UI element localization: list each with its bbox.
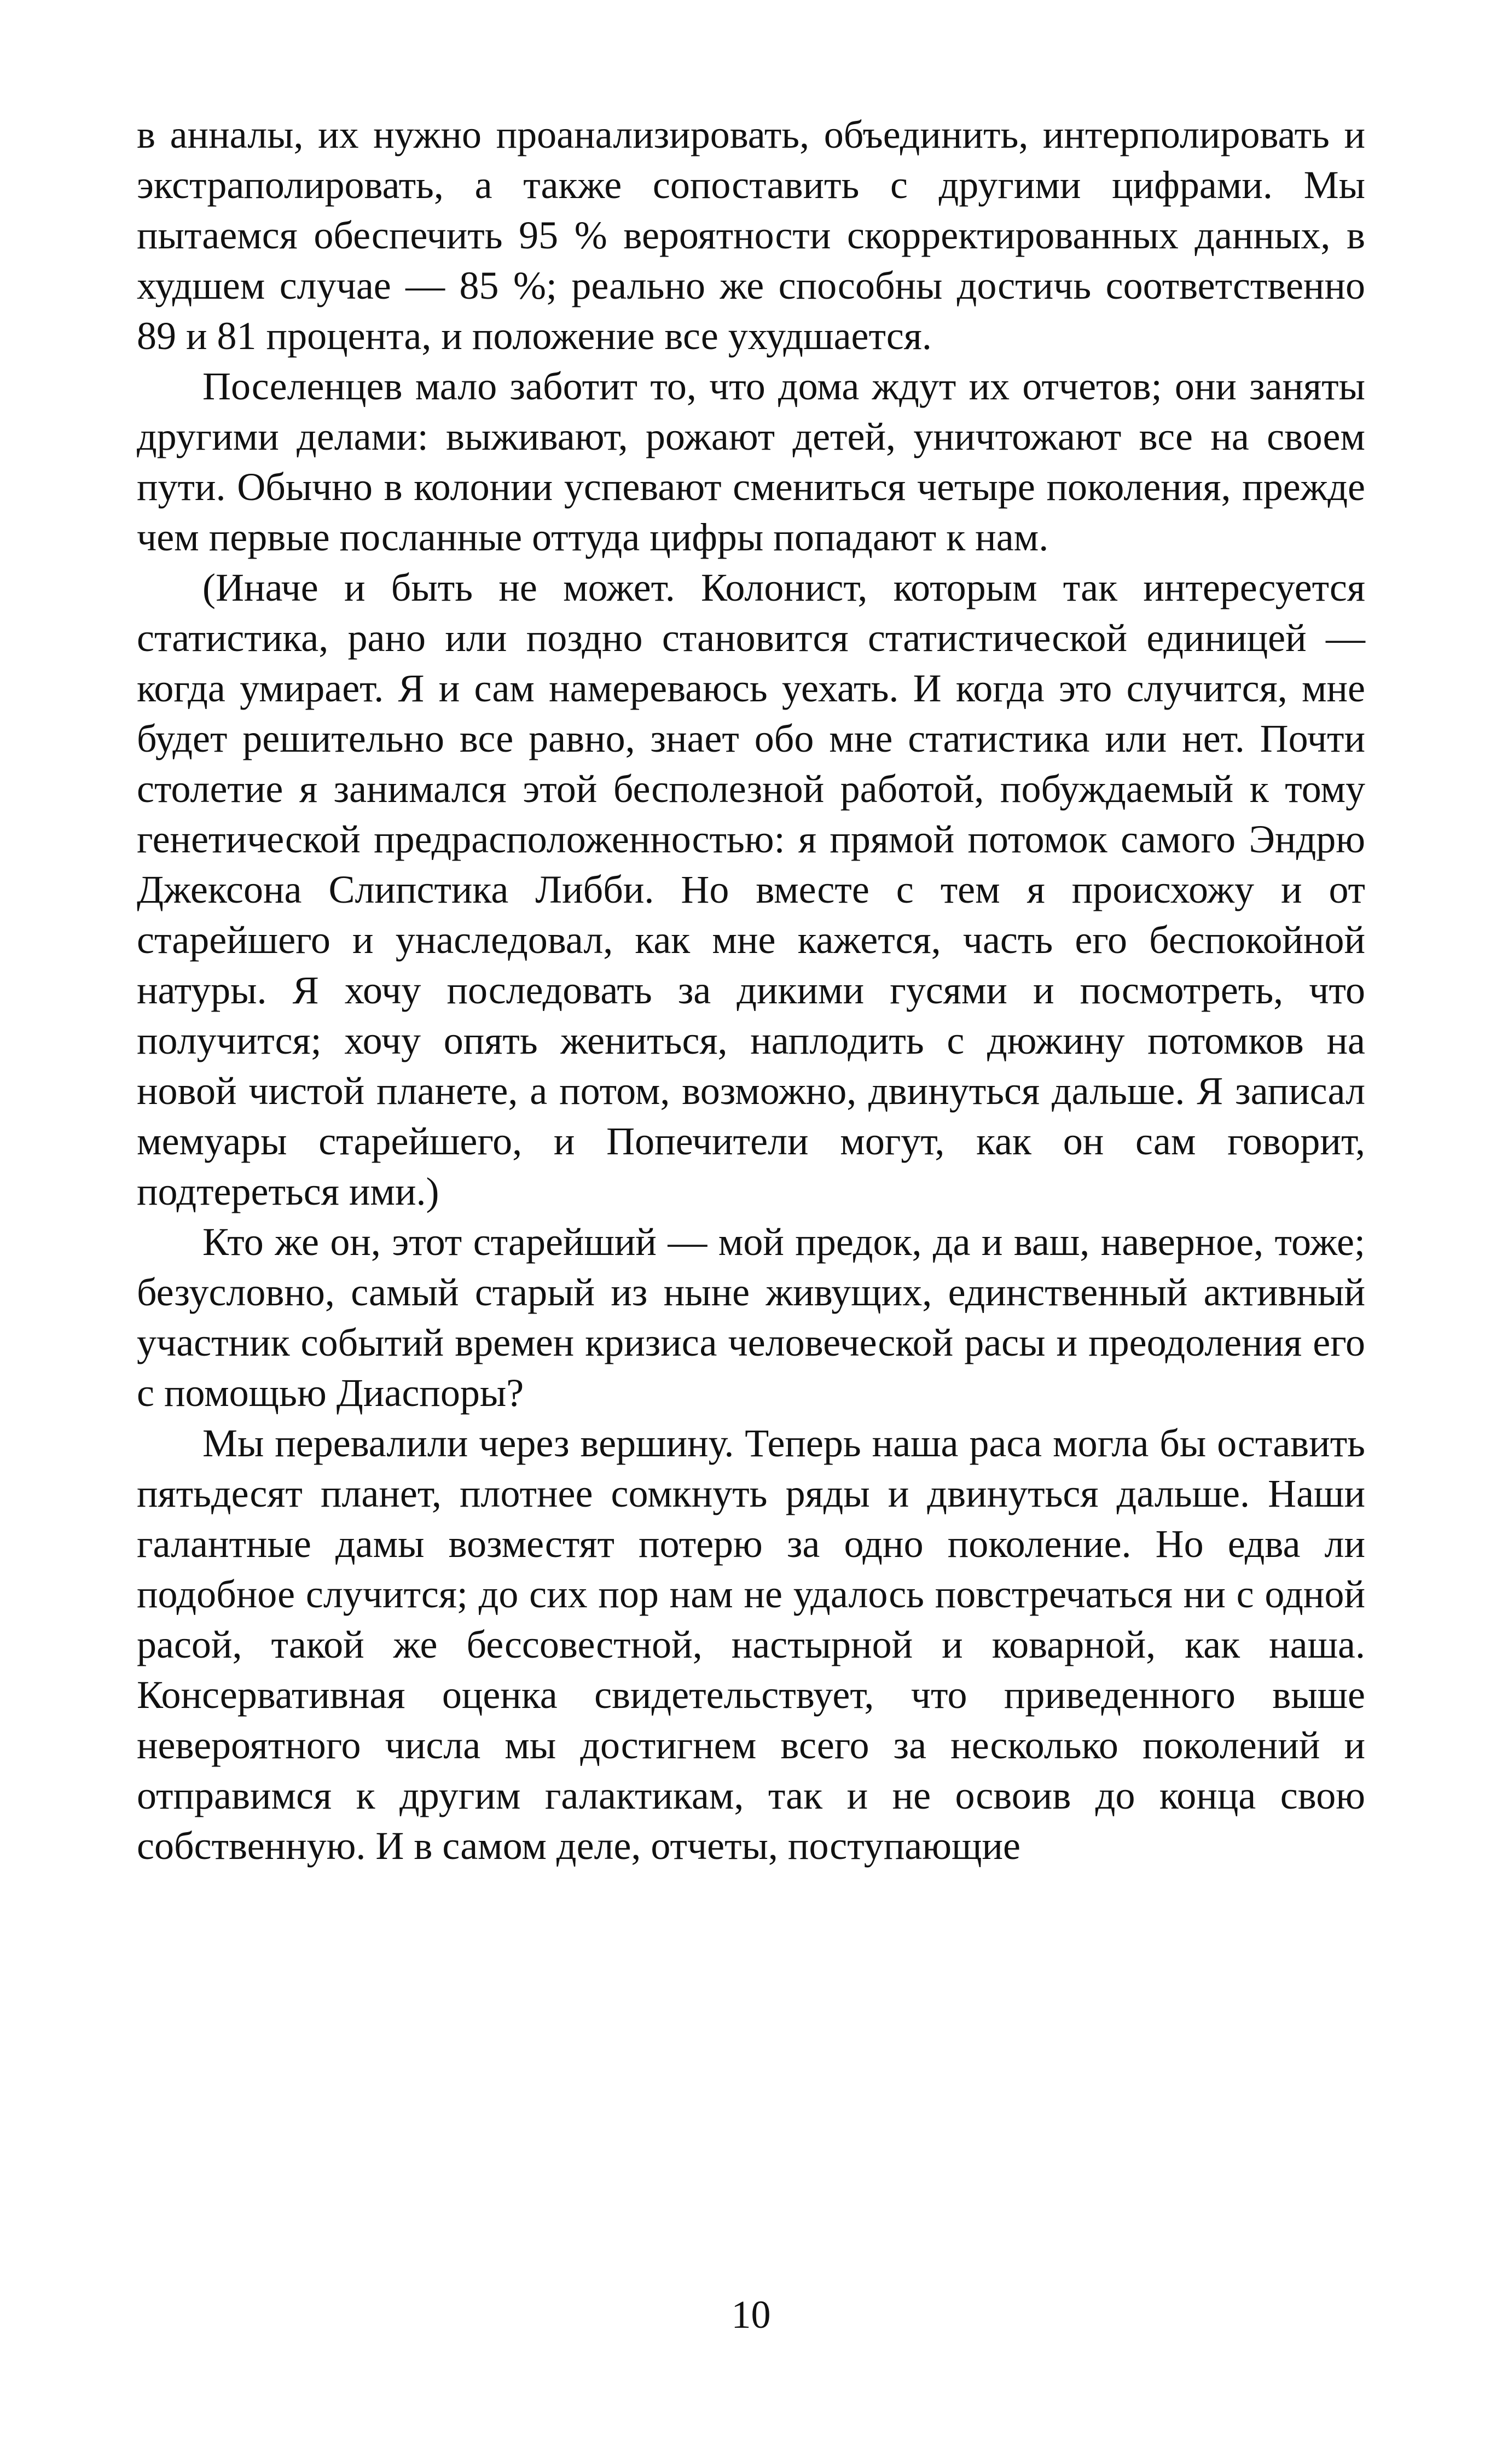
- paragraph-1: в анналы, их нужно проанализировать, объединить, интерполировать и экстраполировать, а также сопоставить с другими цифрами. Мы пытаемся обеспечить 95 % вероятности скорректированных данных, в худшем случае — 85 %; реально же способны достичь соответственно 89 и 81 процента, и положение все ухудшается.: [137, 113, 1365, 358]
- paragraph-3: (Иначе и быть не может. Колонист, которым так интересуется статистика, рано или поздно становится статистической единицей — когда умирает. Я и сам намереваюсь уехать. И когда это случится, мне будет решительно все равно, знает обо мне статистика или нет. Почти столетие я занимался этой бесполезной работой, побуждаемый к тому генетической предрасположенностью: я прямой потомок самого Эндрю Джексона Слипстика Либби. Но вместе с тем я происхожу и от старейшего и унаследовал, как мне кажется, часть его беспокойной натуры. Я хочу последовать за дикими гусями и посмотреть, что получится; хочу опять жениться, наплодить с дюжину потомков на новой чистой планете, а потом, возможно, двинуться дальше. Я записал мемуары старейшего, и Попечители могут, как он сам говорит, подтереться ими.): [137, 566, 1365, 1213]
- page-number: 10: [731, 2293, 771, 2337]
- book-page: [137, 109, 1365, 2352]
- paragraph-2: Поселенцев мало заботит то, что дома ждут их отчетов; они заняты другими делами: выживают, рожают детей, уничтожают все на своем пути. Обычно в колонии успевают смениться четыре поколения, прежде чем первые посланные оттуда цифры попадают к нам.: [137, 364, 1365, 559]
- paragraph-5: Мы перевалили через вершину. Теперь наша раса могла бы оставить пятьдесят планет, плотнее сомкнуть ряды и двинуться дальше. Наши галантные дамы возместят потерю за одно поколение. Но едва ли подобное случится; до сих пор нам не удалось повстречаться ни с одной расой, такой же бессовестной, настырной и коварной, как наша. Консервативная оценка свидетельствует, что приведенного выше невероятного числа мы достигнем всего за несколько поколений и отправимся к другим галактикам, так и не освоив до конца свою собственную. И в самом деле, отчеты, поступающие: [137, 1421, 1365, 1868]
- paragraph-4: Кто же он, этот старейший — мой предок, да и ваш, наверное, тоже; безусловно, самый старый из ныне живущих, единственный активный участник событий времен кризиса человеческой расы и преодоления его с помощью Диаспоры?: [137, 1220, 1365, 1415]
- body-text: [137, 109, 1365, 1871]
